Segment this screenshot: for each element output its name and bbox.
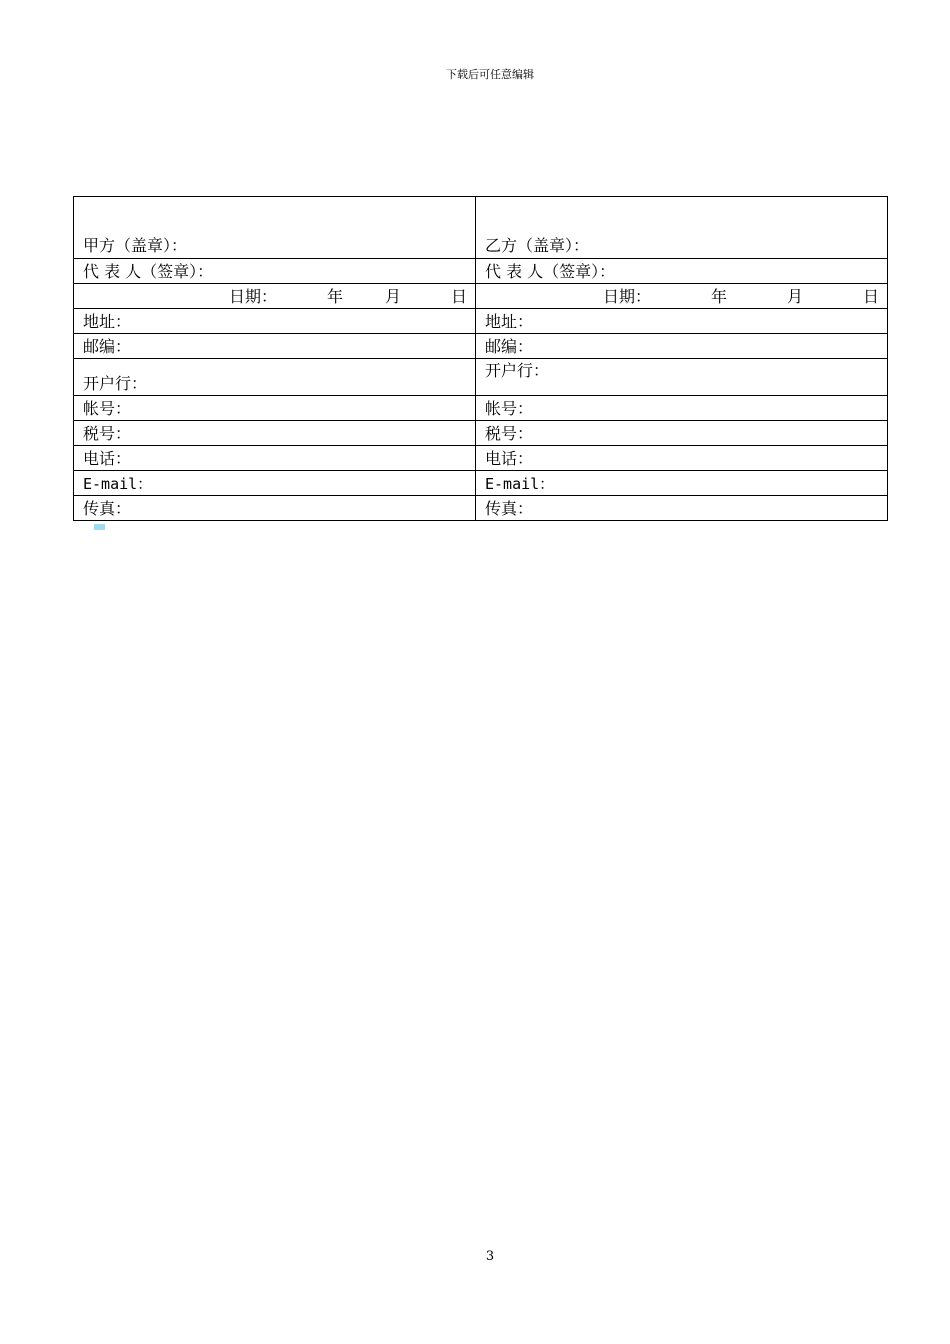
table-row <box>74 334 888 359</box>
party-b-postcode: 邮编： <box>476 334 888 359</box>
table-row <box>74 446 888 471</box>
table-row <box>74 471 888 496</box>
header-note: 下载后可任意编辑 <box>446 68 534 81</box>
table-row <box>74 421 888 446</box>
table-row <box>74 359 888 396</box>
party-a-tax-id: 税号： <box>74 421 476 446</box>
party-a-date-day: 日 <box>450 287 467 306</box>
party-b-date-month: 月 <box>786 287 803 306</box>
party-a-postcode: 邮编： <box>74 334 476 359</box>
party-a-date-month: 月 <box>384 287 401 306</box>
party-b-date-label: 日期： <box>602 287 651 306</box>
party-a-address: 地址： <box>74 309 476 334</box>
party-b-tax-id: 税号： <box>476 421 888 446</box>
table-row <box>74 309 888 334</box>
party-a-email: E-mail： <box>74 471 476 496</box>
party-b-date <box>476 284 888 309</box>
party-b-seal: 乙方（盖章）： <box>476 197 888 259</box>
party-b-email: E-mail： <box>476 471 888 496</box>
party-b-fax: 传真： <box>476 496 888 521</box>
party-a-date-year: 年 <box>326 287 343 306</box>
party-a-date-label: 日期： <box>228 287 277 306</box>
party-b-account: 帐号： <box>476 396 888 421</box>
text-cursor-marker <box>94 524 105 530</box>
party-a-date <box>74 284 476 309</box>
party-a-bank: 开户行： <box>74 359 476 396</box>
party-a-account: 帐号： <box>74 396 476 421</box>
signature-table <box>73 196 888 521</box>
party-b-date-day: 日 <box>862 287 879 306</box>
table-row <box>74 496 888 521</box>
party-b-representative: 代 表 人（签章）： <box>476 259 888 284</box>
table-row <box>74 197 888 259</box>
table-row <box>74 396 888 421</box>
party-a-phone: 电话： <box>74 446 476 471</box>
party-b-bank: 开户行： <box>476 359 888 396</box>
party-b-address: 地址： <box>476 309 888 334</box>
party-a-representative: 代 表 人（签章）： <box>74 259 476 284</box>
party-b-date-year: 年 <box>710 287 727 306</box>
party-b-phone: 电话： <box>476 446 888 471</box>
party-a-seal: 甲方（盖章）： <box>74 197 476 259</box>
table-row <box>74 284 888 309</box>
table-row <box>74 259 888 284</box>
page-number: 3 <box>485 1249 495 1264</box>
party-a-fax: 传真： <box>74 496 476 521</box>
